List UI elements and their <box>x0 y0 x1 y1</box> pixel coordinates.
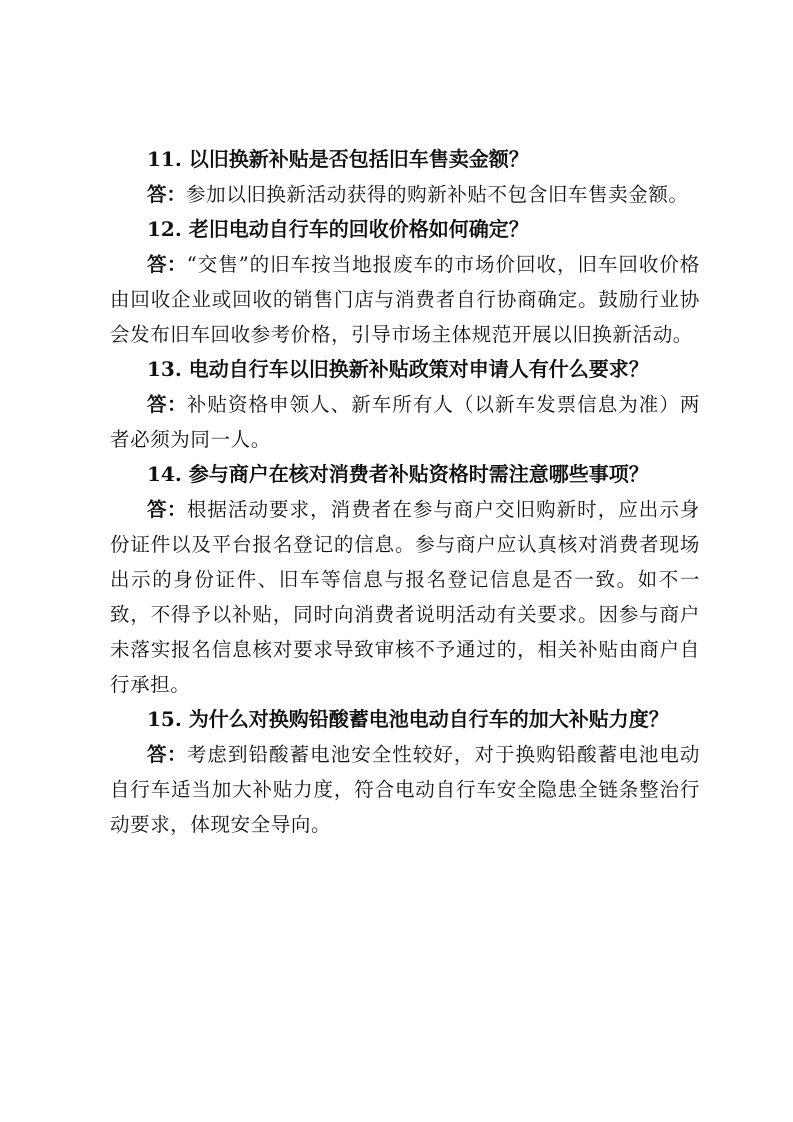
answer-11 <box>110 177 700 212</box>
qa-item-12 <box>110 212 700 352</box>
answer-text: 参加以旧换新活动获得的购新补贴不包含旧车售卖金额。 <box>186 183 689 206</box>
question-12: 12. 老旧电动自行车的回收价格如何确定？ <box>147 217 529 241</box>
question-11: 11. 以旧换新补贴是否包括旧车售卖金额？ <box>147 147 529 171</box>
answer-label: 答： <box>147 498 187 521</box>
answer-text: “交售”的旧车按当地报废车的市场价回收，旧车回收价格由回收企业或回收的销售门店与消费者自行协商确定。鼓励行业协会发布旧车回收参考价格，引导市场主体规范开展以旧换新活动。 <box>110 253 700 346</box>
answer-text: 考虑到铅酸蓄电池安全性较好，对于换购铅酸蓄电池电动自行车适当加大补贴力度，符合电动自行车安全隐患全链条整治行动要求，体现安全导向。 <box>110 743 700 836</box>
answer-15 <box>110 737 700 842</box>
question-15: 15. 为什么对换购铅酸蓄电池电动自行车的加大补贴力度？ <box>147 707 669 731</box>
answer-label: 答： <box>147 183 187 206</box>
answer-14 <box>110 492 700 702</box>
answer-label: 答： <box>147 393 187 416</box>
qa-item-13 <box>110 352 700 457</box>
answer-label: 答： <box>147 743 187 766</box>
answer-text: 根据活动要求，消费者在参与商户交旧购新时，应出示身份证件以及平台报名登记的信息。参与商户应认真核对消费者现场出示的身份证件、旧车等信息与报名登记信息是否一致。如不一致，不得予以补贴，同时向消费者说明活动有关要求。因参与商户未落实报名信息核对要求导致审核不予通过的，相关补贴由商户自行承担。 <box>110 498 700 696</box>
answer-13 <box>110 387 700 457</box>
question-13: 13. 电动自行车以旧换新补贴政策对申请人有什么要求？ <box>147 357 649 381</box>
answer-text: 补贴资格申领人、新车所有人（以新车发票信息为准）两者必须为同一人。 <box>110 393 700 451</box>
qa-item-15 <box>110 702 700 842</box>
answer-12 <box>110 247 700 352</box>
question-14: 14. 参与商户在核对消费者补贴资格时需注意哪些事项？ <box>147 462 649 486</box>
qa-item-14 <box>110 457 700 702</box>
qa-item-11 <box>110 142 700 212</box>
document-page <box>110 142 700 842</box>
answer-label: 答： <box>147 253 187 276</box>
